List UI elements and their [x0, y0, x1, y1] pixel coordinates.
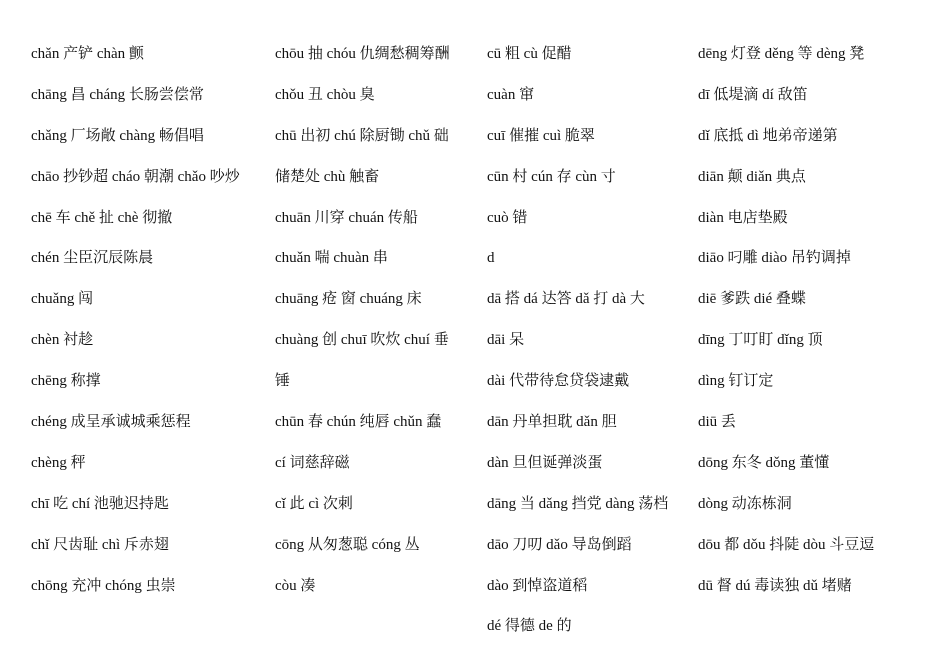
pinyin-line: chén 尘臣沉辰陈晨	[31, 250, 154, 267]
pinyin-line: chū 出初 chú 除厨锄 chǔ 础	[275, 127, 449, 144]
pinyin-line: diàn 电店垫殿	[698, 209, 788, 226]
pinyin-line: dào 到悼盗道稻	[487, 577, 588, 594]
pinyin-line: dān 丹单担耽 dǎn 胆	[487, 414, 617, 431]
pinyin-line: cuī 催摧 cuì 脆翠	[487, 127, 595, 144]
pinyin-line: diū 丢	[698, 414, 736, 431]
pinyin-line: còu 凑	[275, 577, 316, 594]
pinyin-line: dū 督 dú 毒读独 dǔ 堵赌	[698, 577, 852, 594]
pinyin-line: cūn 村 cún 存 cùn 寸	[487, 168, 616, 185]
pinyin-line: dé 得德 de 的	[487, 618, 572, 635]
pinyin-line: dāo 刀叨 dǎo 导岛倒蹈	[487, 536, 632, 553]
pinyin-line: cuò 错	[487, 209, 528, 226]
pinyin-line: chēng 称撑	[31, 373, 101, 390]
section-letter: d	[487, 250, 495, 267]
pinyin-line: chōu 抽 chóu 仇绸愁稠筹酬	[275, 46, 450, 62]
pinyin-line: chāng 昌 cháng 长肠尝偿常	[31, 86, 204, 103]
pinyin-line: dāi 呆	[487, 332, 525, 349]
pinyin-line: cuàn 窜	[487, 86, 535, 103]
pinyin-line: dài 代带待怠贷袋逮戴	[487, 373, 630, 390]
pinyin-line: 锤	[275, 373, 291, 390]
pinyin-line: cí 词慈辞磁	[275, 454, 350, 471]
pinyin-line: chōng 充冲 chóng 虫崇	[31, 577, 176, 594]
pinyin-line: chē 车 chě 扯 chè 彻撤	[31, 209, 173, 226]
column-1	[31, 34, 266, 606]
pinyin-line: diāo 叼雕 diào 吊钓调掉	[698, 250, 851, 267]
pinyin-line: chèn 衬趁	[31, 332, 94, 349]
pinyin-line: dī 低堤滴 dí 敌笛	[698, 86, 808, 103]
pinyin-line: chūn 春 chún 纯唇 chǔn 蠢	[275, 414, 442, 431]
pinyin-line: dìng 钉订定	[698, 373, 774, 390]
pinyin-line: 储楚处 chù 触畜	[275, 168, 380, 185]
pinyin-line: diān 颠 diǎn 典点	[698, 168, 806, 185]
column-2	[275, 34, 470, 606]
pinyin-line: cǐ 此 cì 次刺	[275, 495, 353, 512]
pinyin-line: chǐ 尺齿耻 chì 斥赤翅	[31, 536, 169, 553]
pinyin-line: chuàng 创 chuī 吹炊 chuí 垂	[275, 332, 449, 349]
pinyin-line: chuān 川穿 chuán 传船	[275, 209, 418, 226]
pinyin-line: chǒu 丑 chòu 臭	[275, 86, 375, 103]
pinyin-line: dàn 旦但诞弹淡蛋	[487, 454, 603, 471]
pinyin-line: dōng 东冬 dǒng 董懂	[698, 454, 830, 471]
pinyin-line: chuāng 疮 窗 chuáng 床	[275, 291, 422, 308]
pinyin-line: chèng 秤	[31, 454, 86, 471]
pinyin-line: chuǎn 喘 chuàn 串	[275, 250, 388, 267]
pinyin-line: cū 粗 cù 促醋	[487, 46, 572, 62]
pinyin-line: chāo 抄钞超 cháo 朝潮 chǎo 吵炒	[31, 168, 240, 185]
pinyin-line: chuǎng 闯	[31, 291, 94, 308]
pinyin-line: diē 爹跌 dié 叠蝶	[698, 291, 806, 308]
pinyin-line: chǎng 厂场敞 chàng 畅倡唱	[31, 127, 204, 144]
pinyin-line: chéng 成呈承诚城乘惩程	[31, 414, 191, 431]
column-3	[487, 34, 682, 647]
pinyin-line: dīng 丁叮盯 dǐng 顶	[698, 332, 823, 349]
pinyin-line: dēng 灯登 děng 等 dèng 凳	[698, 46, 865, 62]
pinyin-line: dāng 当 dǎng 挡党 dàng 荡档	[487, 495, 669, 512]
pinyin-line: dā 搭 dá 达答 dǎ 打 dà 大	[487, 291, 645, 308]
pinyin-line: dòng 动冻栋洞	[698, 495, 792, 512]
pinyin-line: chī 吃 chí 池驰迟持匙	[31, 495, 169, 512]
column-4	[698, 34, 908, 606]
pinyin-line: cōng 从匆葱聪 cóng 丛	[275, 536, 420, 553]
pinyin-line: chǎn 产铲 chàn 颤	[31, 46, 144, 62]
pinyin-line: dǐ 底抵 dì 地弟帝递第	[698, 127, 838, 144]
pinyin-line: dōu 都 dǒu 抖陡 dòu 斗豆逗	[698, 536, 875, 553]
